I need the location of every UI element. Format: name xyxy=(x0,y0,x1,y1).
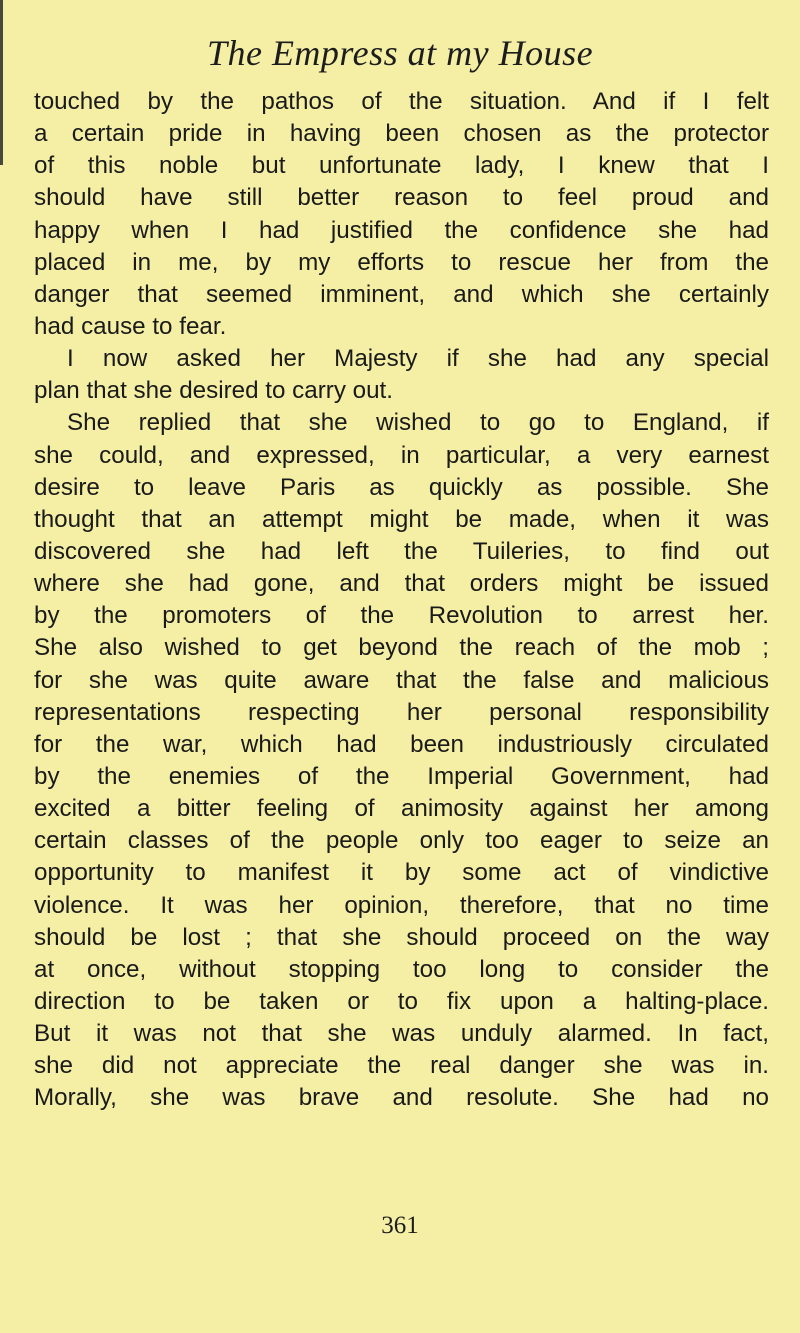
text-line: by the promoters of the Revolution to arrest her. xyxy=(34,602,769,630)
text-line: opportunity to manifest it by some act of vindictive xyxy=(34,859,769,887)
text-line: should be lost ; that she should proceed on the way xyxy=(34,923,769,951)
text-line: placed in me, by my efforts to rescue her from the xyxy=(34,248,769,276)
text-line: for the war, which had been industriously circulated xyxy=(34,730,769,758)
text-line: had cause to fear. xyxy=(34,312,227,340)
text-line: thought that an attempt might be made, when it was xyxy=(34,505,769,533)
text-line: direction to be taken or to fix upon a halting-place. xyxy=(34,987,769,1015)
text-line: for she was quite aware that the false and malicious xyxy=(34,666,769,694)
text-line: she could, and expressed, in particular, a very earnest xyxy=(34,441,769,469)
scan-edge-line xyxy=(0,0,3,165)
running-head: The Empress at my House xyxy=(206,33,594,73)
text-line: She replied that she wished to go to England, if xyxy=(67,409,769,437)
text-line: danger that seemed imminent, and which she certainly xyxy=(34,280,769,308)
text-line: desire to leave Paris as quickly as possible. She xyxy=(34,473,769,501)
text-line: But it was not that she was unduly alarmed. In fact, xyxy=(34,1020,769,1048)
text-line: she did not appreciate the real danger she was in. xyxy=(34,1052,769,1080)
text-line: happy when I had justified the confidence she had xyxy=(34,216,769,244)
text-line: I now asked her Majesty if she had any special xyxy=(67,345,769,373)
text-line: She also wished to get beyond the reach of the mob ; xyxy=(34,634,769,662)
text-line: of this noble but unfortunate lady, I knew that I xyxy=(34,152,769,180)
page-number: 361 xyxy=(381,1212,419,1239)
text-line: representations respecting her personal responsibility xyxy=(34,698,769,726)
text-line: at once, without stopping too long to consider the xyxy=(34,955,769,983)
text-line: where she had gone, and that orders might be issued xyxy=(34,570,769,598)
text-line: Morally, she was brave and resolute. She had no xyxy=(34,1084,769,1112)
text-line: by the enemies of the Imperial Government, had xyxy=(34,762,769,790)
text-line: should have still better reason to feel proud and xyxy=(34,184,769,212)
text-line: violence. It was her opinion, therefore, that no time xyxy=(34,891,769,919)
text-line: a certain pride in having been chosen as the protector xyxy=(34,120,769,148)
body-text xyxy=(34,86,769,1115)
text-line: plan that she desired to carry out. xyxy=(34,377,393,405)
text-line: discovered she had left the Tuileries, to find out xyxy=(34,537,769,565)
text-line: certain classes of the people only too eager to seize an xyxy=(34,827,769,855)
text-line: excited a bitter feeling of animosity against her among xyxy=(34,795,769,823)
text-line: touched by the pathos of the situation. And if I felt xyxy=(34,88,769,115)
